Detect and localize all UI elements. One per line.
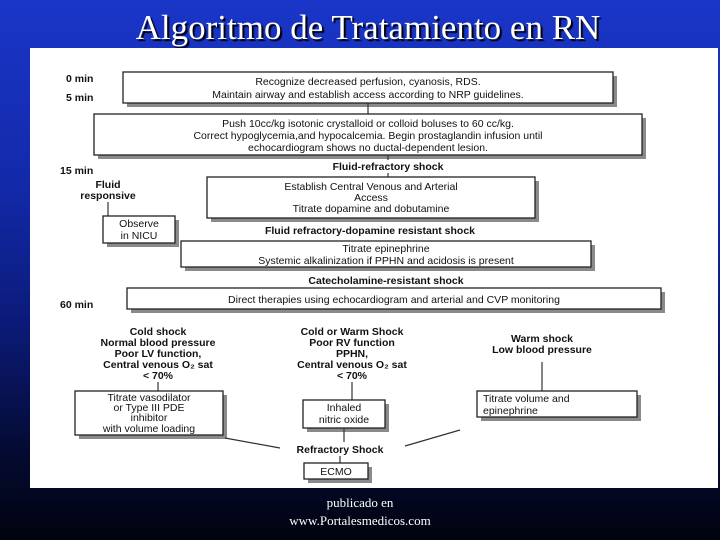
box3-line2: Access [354, 192, 388, 204]
nitric-oxide-line1: Inhaled [326, 402, 362, 414]
footer [0, 494, 720, 530]
vasodilator-line1: Titrate vasodilator [107, 392, 191, 404]
observe-line2: in NICU [120, 230, 158, 242]
refractory-shock-label: Refractory Shock [296, 444, 384, 456]
converge-left [225, 438, 280, 448]
vasodilator-line4: with volume loading [102, 423, 196, 435]
cold-warm-shock-line4: Central venous O₂ sat [297, 359, 407, 371]
ecmo-text: ECMO [320, 466, 352, 478]
box5-text: Direct therapies using echocardiogram and arterial and CVP monitoring [228, 294, 560, 306]
time-label-60: 60 min [60, 299, 94, 311]
box2-line1: Push 10cc/kg isotonic crystalloid or colloid boluses to 60 cc/kg. [222, 118, 514, 130]
cold-shock-line1: Cold shock [129, 326, 187, 338]
slide-title: Algoritmo de Tratamiento en RN [135, 8, 601, 47]
cold-shock-line5: < 70% [142, 370, 174, 382]
time-label-0: 0 min [66, 73, 94, 85]
time-label-5: 5 min [66, 92, 94, 104]
footer-line2: www.Portalesmedicos.com [289, 513, 431, 528]
vasodilator-line2: or Type III PDE [113, 402, 185, 414]
cold-warm-shock-line2: Poor RV function [309, 337, 395, 349]
catecholamine-resistant-label: Catecholamine-resistant shock [308, 275, 464, 287]
fluid-responsive-label-2: responsive [80, 190, 136, 202]
box1-line2: Maintain airway and establish access according to NRP guidelines. [212, 89, 524, 101]
observe-line1: Observe [119, 218, 159, 230]
vasodilator-line3: inhibitor [130, 412, 168, 424]
cold-warm-shock-line3: PPHN, [335, 348, 369, 360]
cold-warm-shock-line5: < 70% [336, 370, 368, 382]
box3-line3: Titrate dopamine and dobutamine [292, 203, 450, 215]
algorithm-panel [30, 48, 718, 488]
warm-shock-line2: Low blood pressure [492, 344, 592, 356]
volume-epi-line2: epinephrine [483, 405, 538, 417]
box1-line1: Recognize decreased perfusion, cyanosis, RDS. [255, 76, 481, 88]
box4-line1: Titrate epinephrine [342, 243, 430, 255]
fluid-refractory-dopamine-label: Fluid refractory-dopamine resistant shock [264, 225, 476, 237]
cold-shock-line3: Poor LV function, [114, 348, 202, 360]
cold-warm-shock-line1: Cold or Warm Shock [300, 326, 404, 338]
fluid-responsive-label-1: Fluid [95, 179, 121, 191]
box3-line1: Establish Central Venous and Arterial [284, 181, 458, 193]
box4-line2: Systemic alkalinization if PPHN and acidosis is present [258, 255, 514, 267]
box2-line3: echocardiogram shows no ductal-dependent lesion. [248, 142, 488, 154]
volume-epi-line1: Titrate volume and [483, 393, 570, 405]
box2-line2: Correct hypoglycemia,and hypocalcemia. Begin prostaglandin infusion until [193, 130, 543, 142]
cold-shock-line4: Central venous O₂ sat [103, 359, 213, 371]
converge-right [405, 430, 460, 446]
cold-shock-line2: Normal blood pressure [100, 337, 216, 349]
fluid-refractory-shock-label: Fluid-refractory shock [332, 161, 444, 173]
time-label-15: 15 min [60, 165, 94, 177]
warm-shock-line1: Warm shock [510, 333, 574, 345]
nitric-oxide-line2: nitric oxide [318, 414, 370, 426]
footer-line1: publicado en [326, 495, 394, 510]
algorithm-diagram [30, 48, 718, 488]
